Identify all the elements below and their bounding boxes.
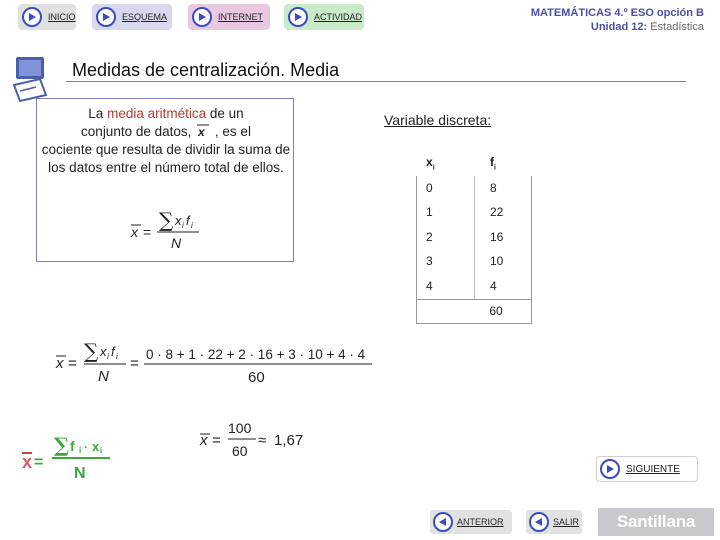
- next-arrow-icon: [600, 459, 620, 479]
- unit-name: Estadística: [650, 21, 704, 33]
- svg-text:f: f: [111, 344, 115, 359]
- cell-f: 10: [490, 254, 504, 269]
- unit-title: [531, 20, 704, 34]
- cell-x: 3: [426, 254, 433, 269]
- svg-text:N: N: [98, 368, 109, 385]
- svg-text:i: i: [100, 446, 103, 455]
- svg-text:=: =: [143, 224, 152, 240]
- table-row: [416, 225, 532, 250]
- definition-line2a: conjunto de datos,: [81, 124, 192, 139]
- play-icon: [22, 7, 42, 27]
- siguiente-button[interactable]: [596, 456, 698, 482]
- cell-f: 16: [490, 229, 504, 244]
- definition-line1-rest: de un: [209, 106, 244, 121]
- svg-text:f: f: [70, 438, 75, 454]
- definition-term: media aritmética: [107, 106, 207, 121]
- brand-name: Santillana: [616, 512, 696, 531]
- mean-result: [198, 418, 318, 462]
- svg-text:i: i: [116, 352, 118, 361]
- header-x: $x_i$: [426, 155, 435, 172]
- svg-text:=: =: [34, 454, 44, 471]
- definition-box: [36, 98, 294, 262]
- header-f: $f_i$: [490, 155, 496, 172]
- result-value: 1,67: [274, 432, 304, 449]
- variable-discreta-label: Variable discreta:: [384, 112, 492, 128]
- cell-x: 1: [426, 205, 433, 220]
- svg-text:x: x: [22, 452, 33, 472]
- svg-text:∑: ∑: [159, 208, 174, 232]
- svg-text:x: x: [200, 432, 208, 449]
- svg-text:f: f: [186, 213, 190, 228]
- anterior-label: ANTERIOR: [457, 517, 504, 527]
- cell-f: 8: [490, 180, 497, 195]
- svg-text:x: x: [100, 344, 107, 359]
- calc-denominator: 60: [248, 369, 265, 386]
- svg-text:i: i: [79, 446, 82, 455]
- table-row: [416, 176, 532, 201]
- salir-button[interactable]: [526, 510, 582, 534]
- esquema-label: ESQUEMA: [122, 12, 168, 22]
- mean-calculation: [52, 338, 382, 388]
- actividad-button[interactable]: [284, 4, 364, 30]
- play-icon: [192, 7, 212, 27]
- svg-text:x: x: [198, 125, 205, 137]
- svg-text:i: i: [107, 352, 109, 361]
- cell-x: 4: [426, 278, 433, 293]
- course-header: [531, 6, 704, 34]
- definition-text: [41, 105, 291, 177]
- previous-arrow-icon: [433, 512, 453, 532]
- play-icon: [288, 7, 308, 27]
- svg-text:∑: ∑: [84, 339, 99, 363]
- definition-rest: cociente que resulta de dividir la suma de los datos entre el número total de ellos.: [41, 142, 291, 175]
- svg-text:≈: ≈: [258, 432, 267, 449]
- table-row: [416, 274, 532, 299]
- svg-text:N: N: [171, 235, 182, 251]
- calc-numerator: 0 · 8 + 1 · 22 + 2 · 16 + 3 · 10 + 4 · 4: [146, 347, 366, 362]
- title-divider: [66, 81, 686, 82]
- svg-text:x: x: [56, 355, 64, 372]
- play-icon: [96, 7, 116, 27]
- svg-text:·: ·: [84, 440, 88, 454]
- svg-text:i: i: [182, 221, 184, 230]
- table-header-row: [416, 151, 532, 176]
- svg-text:=: =: [130, 355, 139, 372]
- cell-f: 4: [490, 278, 497, 293]
- svg-text:=: =: [212, 432, 221, 449]
- svg-text:x: x: [175, 213, 182, 228]
- table-footer-divider: [416, 299, 532, 300]
- esquema-button[interactable]: [92, 4, 172, 30]
- svg-text:x: x: [131, 224, 138, 240]
- actividad-label: ACTIVIDAD: [314, 12, 363, 22]
- svg-text:=: =: [68, 355, 77, 372]
- frequency-table: [416, 151, 532, 298]
- result-numerator: 100: [228, 420, 252, 436]
- svg-text:N: N: [74, 465, 86, 482]
- definition-prefix: La: [88, 106, 104, 121]
- cell-x: 2: [426, 229, 433, 244]
- internet-button[interactable]: [188, 4, 270, 30]
- mean-symbol: [195, 123, 211, 137]
- mean-formula: [127, 203, 207, 255]
- table-row: [416, 200, 532, 225]
- frequency-total: 60: [489, 304, 503, 318]
- inicio-button[interactable]: [18, 4, 76, 30]
- decorative-formula-icon: [22, 434, 122, 488]
- result-denominator: 60: [232, 443, 248, 459]
- course-title: MATEMÁTICAS 4.º ESO opción B: [530, 7, 704, 19]
- salir-label: SALIR: [553, 517, 580, 527]
- anterior-button[interactable]: [430, 510, 512, 534]
- page-title: Medidas de centralización. Media: [72, 60, 340, 80]
- svg-text:x: x: [92, 439, 100, 454]
- inicio-label: INICIO: [48, 12, 76, 22]
- definition-line2b: , es el: [214, 124, 251, 139]
- table-row: [416, 249, 532, 274]
- cell-f: 22: [490, 205, 504, 220]
- internet-label: INTERNET: [218, 12, 263, 22]
- santillana-logo: [598, 508, 714, 536]
- cell-x: 0: [426, 180, 433, 195]
- exit-arrow-icon: [529, 512, 549, 532]
- siguiente-label: SIGUIENTE: [626, 463, 680, 475]
- unit-label: Unidad 12:: [590, 21, 648, 33]
- svg-text:i: i: [191, 221, 193, 230]
- svg-text:∑: ∑: [54, 434, 70, 457]
